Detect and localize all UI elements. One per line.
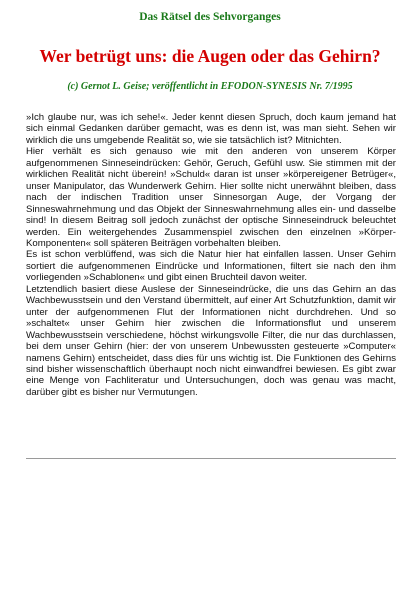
kicker-heading: Das Rätsel des Sehvorganges: [139, 11, 281, 23]
footer-divider: [26, 458, 396, 459]
article-body: [26, 112, 396, 398]
body-paragraph: Letztendlich basiert diese Auslese der Sinneseindrücke, die uns das Gehirn an das Wachbewusstsein und den Verstand übermittelt, auf einer Art Schutzfunktion, damit wir unter der aufgenommenen Flut der Informationen nicht durchdrehen. Und so »schaltet« unser Gehirn hier zwischen die Informationsflut und unserem Wachbewusstsein verschiedene, höchst wirkungsvolle Filter, die nur das durchlassen, bei dem unser Gehirn (hier: der von unserem Unbewussten gesteuerte »Computer« namens Gehirn) entscheidet, dass dies für uns wichtig ist. Die Funktionen des Gehirns sind bisher wissenschaftlich überhaupt noch nicht einwandfrei bewiesen. Es gibt zwar eine Menge von Fachliteratur und Untersuchungen, doch was genau was macht, darüber gibt es bisher nur Vermutungen.: [26, 283, 396, 398]
body-paragraph: Es ist schon verblüffend, was sich die Natur hier hat einfallen lassen. Unser Gehirn sortiert die aufgenommenen Eindrücke und Informationen, filtert sie nach den ihm vorliegenden »Schablonen« und gibt einen Bruchteil davon weiter.: [26, 249, 396, 284]
article-byline: (c) Gernot L. Geise; veröffentlicht in EFODON-SYNESIS Nr. 7/1995: [67, 81, 353, 92]
article-title: Wer betrügt uns: die Augen oder das Gehirn?: [39, 46, 381, 66]
body-paragraph: Hier verhält es sich genauso wie mit den anderen von unserem Körper aufgenommenen Sinneseindrücken: Gehör, Geruch, Gefühl usw. Sie stimmen mit der wirklichen Realität nicht überein! »Schuld« daran ist unser »körpereigener Betrüger«, unser Manipulator, das Wunderwerk Gehirn. Hier sollte nicht unerwähnt bleiben, dass nach der indischen Tradition unser Sinnesorgan Auge, der Vorgang der Sinneswahrnehmung und das Objekt der Sinneswahrnehmung alles ein- und dasselbe sind! In diesem Beitrag soll jedoch zunächst der optische Sinneseindruck beleuchtet werden. Ein weitergehendes Zusammenspiel zwischen den einzelnen »Körper-Komponenten« soll späteren Beiträgen vorbehalten bleiben.: [26, 146, 396, 249]
body-paragraph: »Ich glaube nur, was ich sehe!«. Jeder kennt diesen Spruch, doch kaum jemand hat sich einmal Gedanken darüber gemacht, was es denn ist, was man sieht. Sehen wir wirklich die uns umgebende Realität so, wie sie tatsächlich ist? Mitnichten.: [26, 112, 396, 146]
